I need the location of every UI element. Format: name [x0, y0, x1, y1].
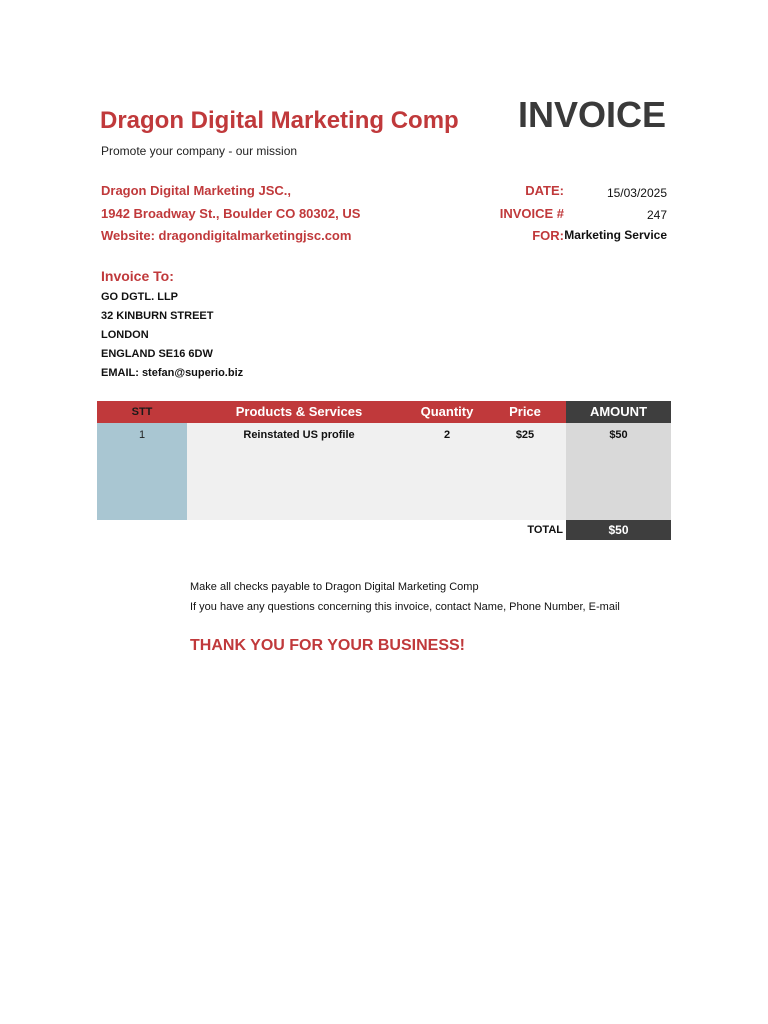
company-tagline: Promote your company - our mission	[101, 144, 298, 158]
bill-to-line: GO DGTL. LLP	[101, 291, 178, 303]
row-price: $25	[515, 429, 535, 441]
questions-note: If you have any questions concerning this invoice, contact Name, Phone Number, E-mail	[190, 601, 620, 613]
bill-to-line: LONDON	[101, 329, 149, 341]
total-value: $50	[566, 520, 671, 540]
table-body	[97, 423, 671, 520]
for-label: FOR:	[532, 228, 564, 243]
amount-header: AMOUNT	[566, 401, 671, 423]
sender-address: 1942 Broadway St., Boulder CO 80302, US	[101, 206, 361, 221]
for-value: Marketing Service	[564, 228, 667, 242]
table-header	[97, 401, 671, 423]
total-row	[97, 520, 671, 541]
quantity-header: Quantity	[420, 404, 474, 419]
row-quantity: 2	[443, 429, 451, 441]
company-name: Dragon Digital Marketing Comp	[100, 107, 459, 134]
sender-name: Dragon Digital Marketing JSC.,	[101, 183, 291, 198]
date-value: 15/03/2025	[606, 186, 667, 200]
bill-to-line: ENGLAND SE16 6DW	[101, 348, 213, 360]
invoice-number-value: 247	[646, 208, 667, 222]
bill-to-heading: Invoice To:	[101, 268, 174, 284]
total-label: TOTAL	[527, 524, 563, 536]
products-header: Products & Services	[235, 404, 363, 419]
payable-note: Make all checks payable to Dragon Digital Marketing Comp	[190, 581, 479, 593]
stt-header: STT	[131, 406, 153, 418]
sender-website: Website: dragondigitalmarketingjsc.com	[101, 228, 352, 243]
row-amount: $50	[609, 429, 628, 441]
line-items-table	[97, 401, 671, 541]
row-stt: 1	[138, 429, 146, 441]
price-header: Price	[509, 404, 541, 419]
bill-to-email: EMAIL: stefan@superio.biz	[101, 367, 244, 379]
document-title: INVOICE	[517, 94, 666, 135]
date-label: DATE:	[525, 183, 564, 198]
row-description: Reinstated US profile	[243, 429, 355, 441]
invoice-number-label: INVOICE #	[499, 206, 564, 221]
thank-you-message: THANK YOU FOR YOUR BUSINESS!	[190, 637, 465, 654]
bill-to-line: 32 KINBURN STREET	[101, 310, 214, 322]
